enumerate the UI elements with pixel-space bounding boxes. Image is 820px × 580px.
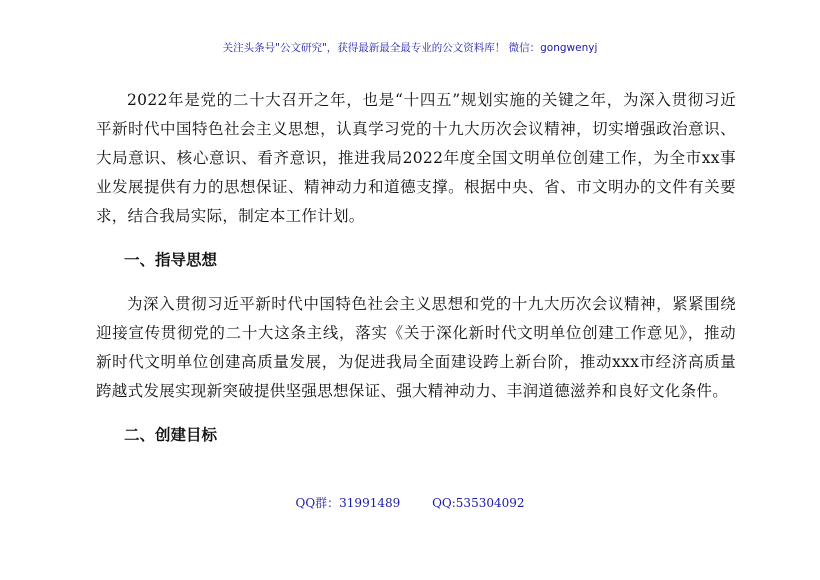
header-banner: 关注头条号"公文研究"，获得最新最全最专业的公文资料库！ 微信：gongwenyj bbox=[222, 42, 598, 54]
footer-contact bbox=[0, 494, 820, 511]
qq-group-text: QQ群：31991489 bbox=[295, 496, 401, 510]
document-body bbox=[96, 86, 736, 450]
section-paragraph-guiding-ideology: 为深入贯彻习近平新时代中国特色社会主义思想和党的十九大历次会议精神，紧紧围绕迎接宣传贯彻党的二十大这条主线，落实《关于深化新时代文明单位创建工作意见》，推动新时代文明单位创建高质量发展，为促进我局全面建设跨上新台阶，推动xxx市经济高质量跨越式发展实现新突破提供坚强思想保证、强大精神动力、丰润道德滋养和良好文化条件。 bbox=[96, 295, 736, 400]
section-heading-goals: 二、创建目标 bbox=[124, 426, 218, 444]
qq-text: QQ:535304092 bbox=[432, 496, 525, 510]
section-heading-guiding-ideology: 一、指导思想 bbox=[124, 251, 218, 269]
intro-paragraph: 2022年是党的二十大召开之年，也是“十四五”规划实施的关键之年，为深入贯彻习近平新时代中国特色社会主义思想，认真学习党的十九大历次会议精神，切实增强政治意识、大局意识、核心意识、看齐意识，推进我局2022年度全国文明单位创建工作，为全市xx事业发展提供有力的思想保证、精神动力和道德支撑。根据中央、省、市文明办的文件有关要求，结合我局实际，制定本工作计划。 bbox=[96, 91, 736, 225]
